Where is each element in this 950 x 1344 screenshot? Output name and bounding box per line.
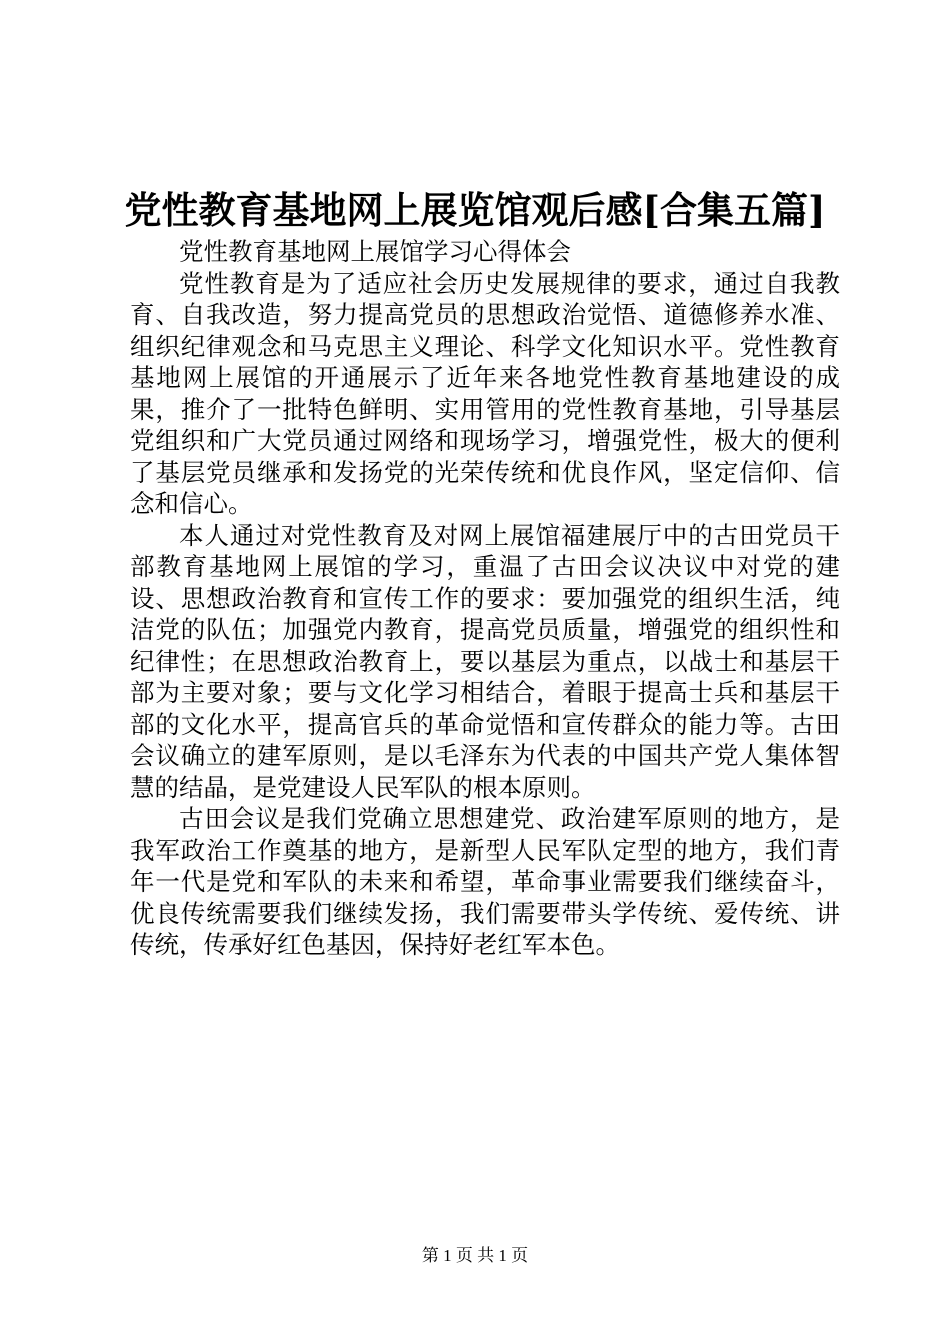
paragraph-1: 党性教育是为了适应社会历史发展规律的要求，通过自我教育、自我改造，努力提高党员的思想政治觉悟、道德修养水准、组织纪律观念和马克思主义理论、科学文化知识水平。党性教育基地网上展馆的开通展示了近年来各地党性教育基地建设的成果，推介了一批特色鲜明、实用管用的党性教育基地，引导基层党组织和广大党员通过网络和现场学习，增强党性，极大的便利了基层党员继承和发扬党的光荣传统和优良作风，坚定信仰、信念和信心。 (130, 268, 840, 518)
paragraph-3: 古田会议是我们党确立思想建党、政治建军原则的地方，是我军政治工作奠基的地方，是新型人民军队定型的地方，我们青年一代是党和军队的未来和希望，革命事业需要我们继续奋斗，优良传统需要我们继续发扬，我们需要带头学传统、爱传统、讲传统，传承好红色基因，保持好老红军本色。 (130, 804, 840, 959)
paragraph-2: 本人通过对党性教育及对网上展馆福建展厅中的古田党员干部教育基地网上展馆的学习，重温了古田会议决议中对党的建设、思想政治教育和宣传工作的要求：要加强党的组织生活，纯洁党的队伍；加强党内教育，提高党员质量，增强党的组织性和纪律性；在思想政治教育上，要以基层为重点，以战士和基层干部为主要对象；要与文化学习相结合，着眼于提高士兵和基层干部的文化水平，提高官兵的革命觉悟和宣传群众的能力等。古田会议确立的建军原则，是以毛泽东为代表的中国共产党人集体智慧的结晶，是党建设人民军队的根本原则。 (130, 520, 840, 802)
document-body (130, 236, 840, 961)
page-footer: 第 1 页 共 1 页 (421, 1246, 529, 1265)
document-subtitle: 党性教育基地网上展馆学习心得体会 (179, 237, 571, 266)
document-title: 党性教育基地网上展览馆观后感[合集五篇] (124, 188, 826, 232)
